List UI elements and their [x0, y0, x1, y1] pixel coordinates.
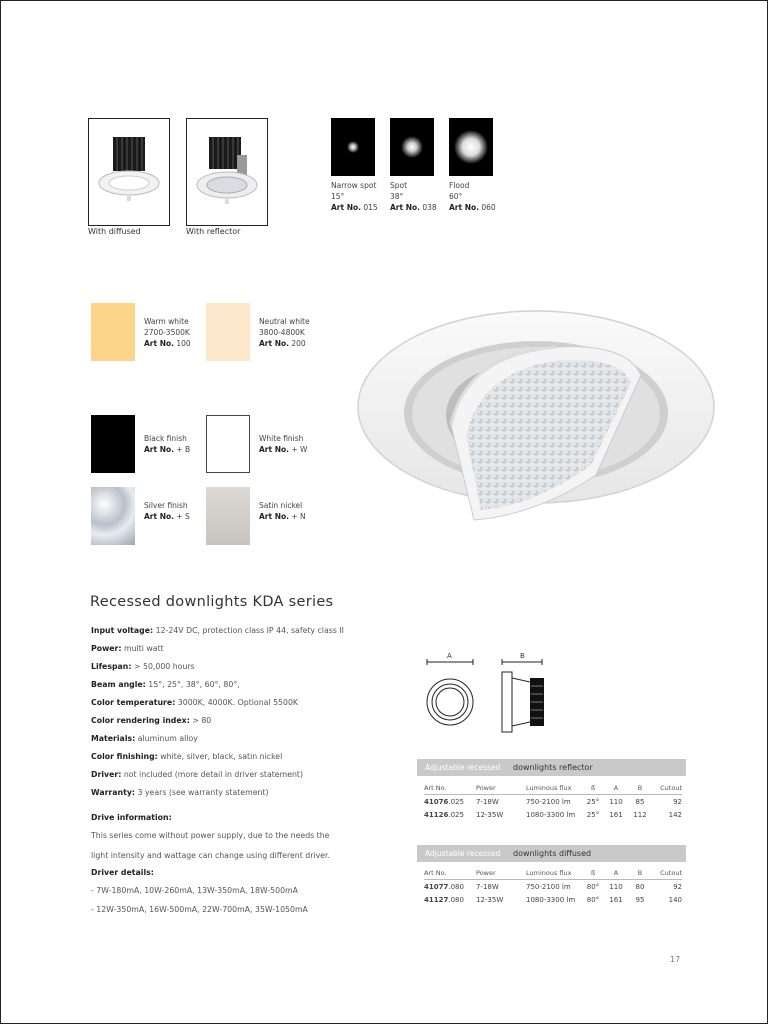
driver-details-label: Driver details: — [91, 868, 154, 877]
driver-details-1: - 7W-180mA, 10W-260mA, 13W-350mA, 18W-500mA — [91, 886, 298, 895]
art-number: 060 — [481, 203, 496, 212]
beam-name: Narrow spot — [331, 181, 377, 190]
black-finish-swatch — [91, 415, 135, 473]
driver-details-2: - 12W-350mA, 16W-500mA, 22W-700mA, 35W-1050mA — [91, 905, 308, 914]
beam-angle: 60° — [449, 192, 463, 201]
spec-driver: Driver: not included (more detail in driver statement) — [91, 770, 304, 779]
diffused-caption: With diffused — [88, 227, 141, 236]
table-row: 41077.080 7-18W 750-2100 lm 80° 110 80 92 — [424, 882, 682, 891]
table-title: downlights diffused — [513, 849, 592, 858]
reflector-table — [424, 781, 682, 821]
diffused-table — [424, 866, 682, 906]
neutral-white-swatch — [206, 303, 250, 361]
silver-finish-swatch — [91, 487, 135, 545]
spot-info — [390, 180, 437, 213]
table-row: 41076.025 7-18W 750-2100 lm 25° 110 85 92 — [424, 797, 682, 806]
dim-label-a: A — [447, 652, 452, 660]
spec-color-temperature: Color temperature: 3000K, 4000K. Optional 5500K — [91, 698, 299, 707]
art-number: 038 — [422, 203, 437, 212]
art-label: Art No. — [390, 203, 420, 212]
diffused-variant-photo — [88, 118, 170, 226]
table-row: 41127.080 12-35W 1080-3300 lm 80° 161 95 140 — [424, 895, 682, 904]
flood-info — [449, 180, 496, 213]
table-prefix: Adjustable recessed — [425, 849, 501, 858]
diffused-table-header-bar — [417, 845, 686, 862]
warm-white-swatch — [91, 303, 135, 361]
dim-label-b: B — [520, 652, 525, 660]
white-finish-info: White finish Art No. + W — [259, 434, 308, 454]
drive-info-label: Drive information: — [91, 813, 172, 822]
page-number: 17 — [670, 955, 681, 964]
drive-info-line2: light intensity and wattage can change using different driver. — [91, 851, 330, 860]
spec-color-finishing: Color finishing: white, silver, black, satin nickel — [91, 752, 283, 761]
beam-angle: 15° — [331, 192, 345, 201]
silver-finish-info: Silver finish Art No. + S — [144, 501, 190, 521]
art-label: Art No. — [449, 203, 479, 212]
spec-beam-angle: Beam angle: 15°, 25°, 38°, 60°, 80°, — [91, 680, 240, 689]
beam-angle: 38° — [390, 192, 404, 201]
reflector-caption: With reflector — [186, 227, 241, 236]
spec-lifespan: Lifespan: > 50,000 hours — [91, 662, 195, 671]
reflector-variant-photo — [186, 118, 268, 226]
white-finish-swatch — [206, 415, 250, 473]
product-hero-image — [356, 305, 718, 537]
table-row: 41126.025 12-35W 1080-3300 lm 25° 161 112 142 — [424, 810, 682, 819]
spec-materials: Materials: aluminum alloy — [91, 734, 198, 743]
black-finish-info: Black finish Art No. + B — [144, 434, 191, 454]
table-header-row: Art No. Power Luminous flux ß A B Cutout — [424, 866, 682, 880]
drive-info-line1: This series come without power supply, due to the needs the — [91, 831, 330, 840]
satin-nickel-swatch — [206, 487, 250, 545]
page-title: Recessed downlights KDA series — [90, 594, 334, 610]
spec-input-voltage: Input voltage: 12-24V DC, protection class IP 44, safety class II — [91, 626, 344, 635]
spec-power: Power: multi watt — [91, 644, 164, 653]
spec-warranty: Warranty: 3 years (see warranty statement) — [91, 788, 269, 797]
satin-nickel-info: Satin nickel Art No. + N — [259, 501, 306, 521]
beam-name: Flood — [449, 181, 470, 190]
table-header-row: Art No. Power Luminous flux ß A B Cutout — [424, 781, 682, 795]
reflector-table-header-bar — [417, 759, 686, 776]
spec-cri: Color rendering index: > 80 — [91, 716, 212, 725]
flood-swatch — [449, 118, 493, 176]
table-prefix: Adjustable recessed — [425, 763, 501, 772]
art-number: 015 — [363, 203, 378, 212]
neutral-white-info: Neutral white 3800-4800K Art No. 200 — [259, 317, 310, 348]
art-label: Art No. — [331, 203, 361, 212]
table-title: downlights reflector — [513, 763, 593, 772]
narrow-spot-info — [331, 180, 378, 213]
dimension-diagram — [418, 650, 568, 740]
warm-white-info: Warm white 2700-3500K Art No. 100 — [144, 317, 191, 348]
spot-swatch — [390, 118, 434, 176]
beam-name: Spot — [390, 181, 408, 190]
narrow-spot-swatch — [331, 118, 375, 176]
